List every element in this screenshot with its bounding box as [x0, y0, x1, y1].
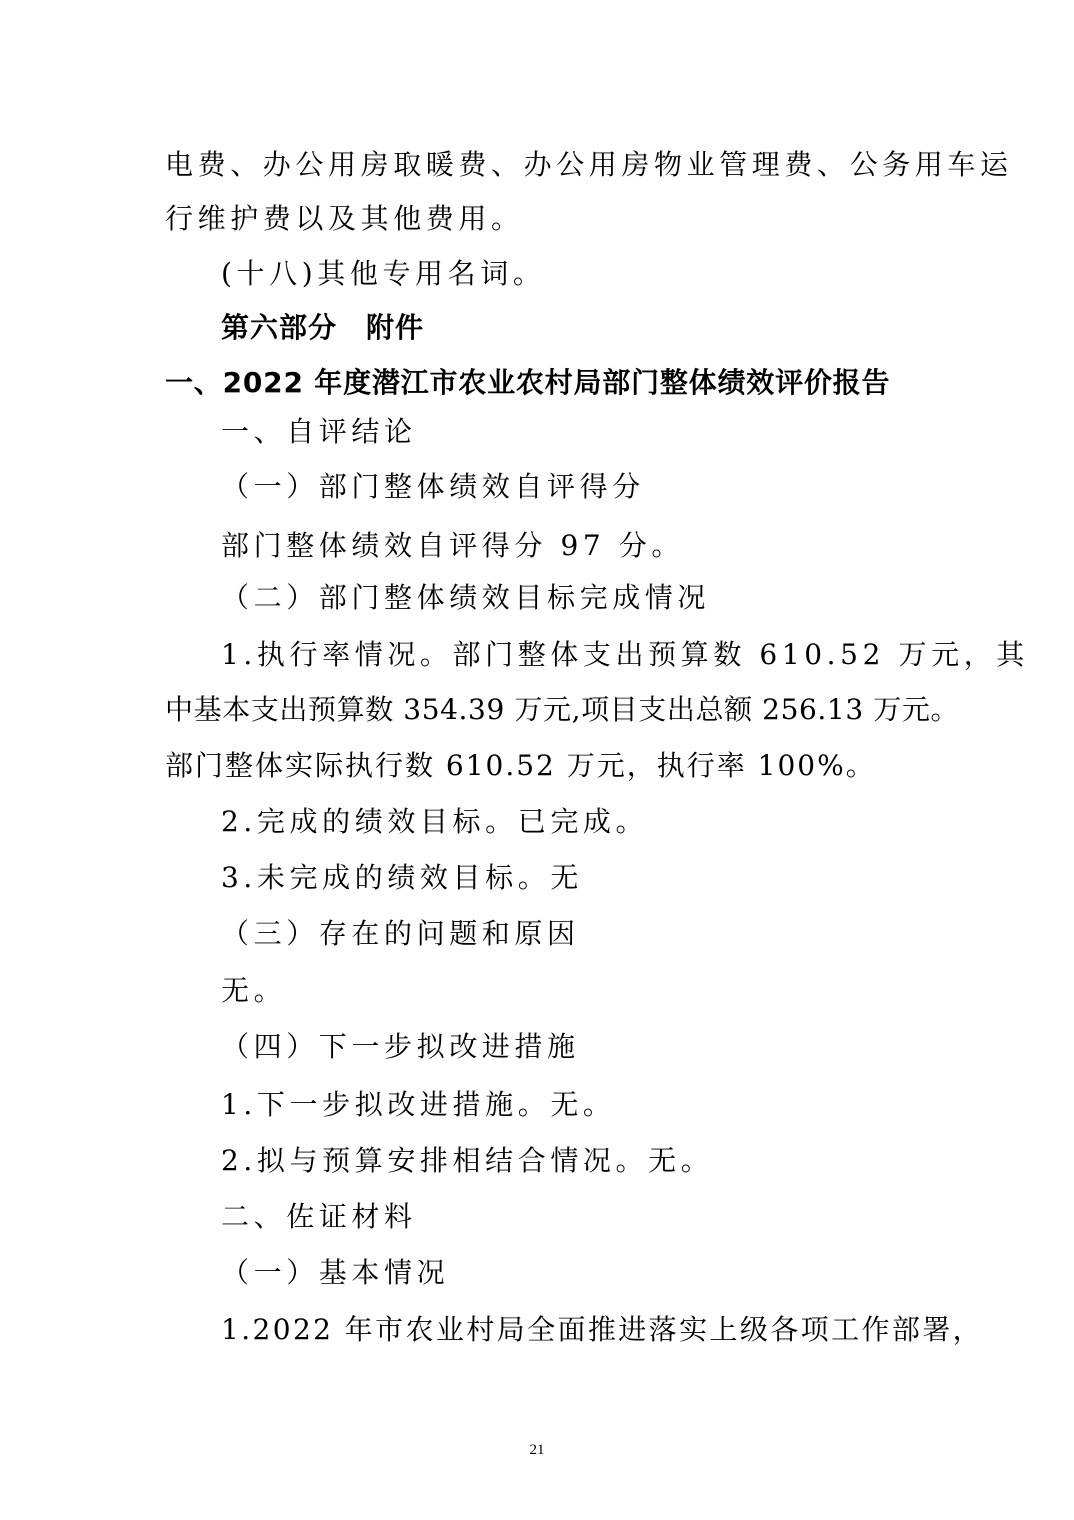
- paragraph-line: (十八)其他专用名词。: [221, 257, 546, 290]
- paragraph-line: 3.未完成的绩效目标。无: [221, 861, 583, 894]
- paragraph-line: 无。: [221, 974, 287, 1007]
- paragraph-line: 电费、办公用房取暖费、办公用房物业管理费、公务用车运: [165, 148, 1013, 181]
- subheading: （一）部门整体绩效自评得分: [221, 470, 645, 503]
- paragraph-line: 部门整体绩效自评得分 97 分。: [221, 529, 685, 562]
- paragraph-line: 1.执行率情况。部门整体支出预算数 610.52 万元，其: [221, 638, 1029, 671]
- report-title: 一、2022 年度潜江市农业农村局部门整体绩效评价报告: [165, 366, 891, 399]
- subheading: （四）下一步拟改进措施: [221, 1030, 580, 1063]
- subheading: （一）基本情况: [221, 1256, 450, 1289]
- paragraph-line: 中基本支出预算数 354.39 万元,项目支出总额 256.13 万元。: [165, 693, 960, 726]
- paragraph-line: 1.2022 年市农业村局全面推进落实上级各项工作部署，: [221, 1313, 984, 1346]
- subheading: 二、佐证材料: [221, 1200, 417, 1233]
- paragraph-line: 部门整体实际执行数 610.52 万元，执行率 100%。: [165, 749, 876, 782]
- paragraph-line: 2.拟与预算安排相结合情况。无。: [221, 1144, 714, 1177]
- paragraph-line: 行维护费以及其他费用。: [165, 202, 524, 235]
- subheading: 一、自评结论: [221, 415, 417, 448]
- subheading: （二）部门整体绩效目标完成情况: [221, 581, 711, 614]
- page-number: 21: [529, 1442, 545, 1458]
- paragraph-line: 1.下一步拟改进措施。无。: [221, 1088, 616, 1121]
- paragraph-line: 2.完成的绩效目标。已完成。: [221, 805, 649, 838]
- subheading: （三）存在的问题和原因: [221, 917, 580, 950]
- section-heading: 第六部分 附件: [221, 311, 425, 344]
